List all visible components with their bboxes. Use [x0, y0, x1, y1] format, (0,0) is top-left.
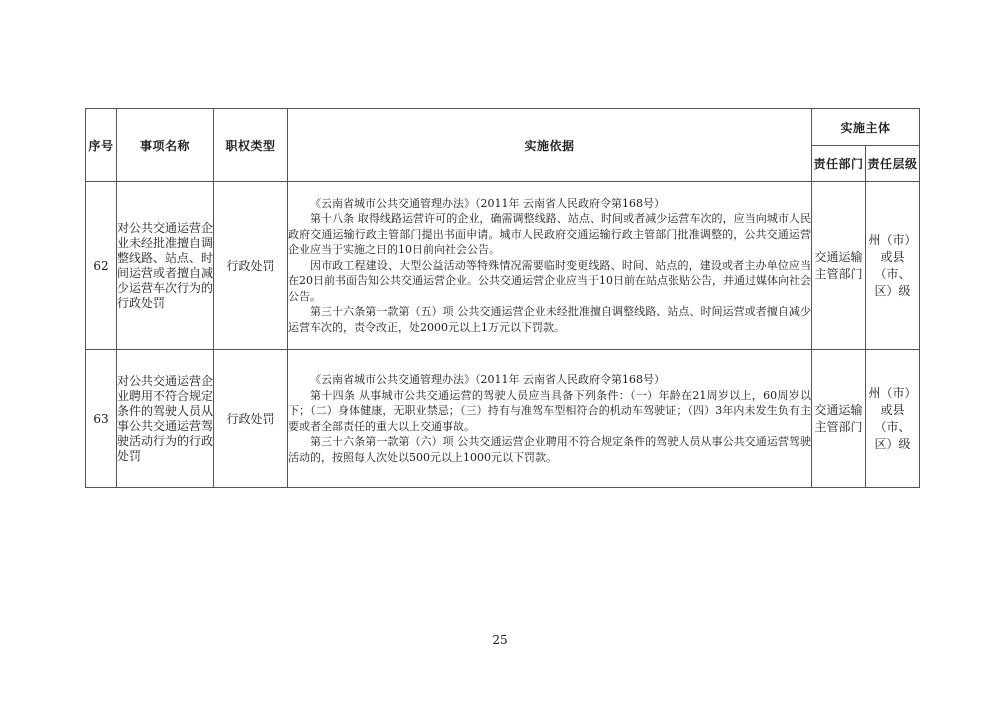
row-basis — [288, 350, 812, 488]
header-power-type: 职权类型 — [214, 109, 288, 182]
administrative-penalty-table — [85, 108, 920, 488]
row-basis — [288, 182, 812, 350]
row-level: 州（市）或县（市、区）级 — [866, 350, 920, 488]
header-seq: 序号 — [86, 109, 117, 182]
header-basis: 实施依据 — [288, 109, 812, 182]
basis-paragraph: 第三十六条第一款第（六）项 公共交通运营企业聘用不符合规定条件的驾驶人员从事公共交通运营驾驶活动的，按照每人次处以500元以上1000元以下罚款。 — [288, 435, 811, 464]
basis-paragraph: 第三十六条第一款第（五）项 公共交通运营企业未经批准擅自调整线路、站点、时间运营或者擅自减少运营车次的，责令改正，处2000元以上1万元以下罚款。 — [288, 305, 811, 334]
header-item-name: 事项名称 — [117, 109, 214, 182]
row-dept: 交通运输主管部门 — [812, 350, 866, 488]
page-number: 25 — [492, 633, 508, 647]
basis-paragraph: 《云南省城市公共交通管理办法》（2011年 云南省人民政府令第168号） — [310, 196, 665, 210]
row-item-name: 对公共交通运营企业未经批准擅自调整线路、站点、时间运营或者擅自减少运营车次行为的行政处罚 — [117, 182, 214, 350]
row-seq: 63 — [86, 350, 117, 488]
basis-paragraph: 《云南省城市公共交通管理办法》（2011年 云南省人民政府令第168号） — [310, 373, 665, 386]
row-dept: 交通运输主管部门 — [812, 182, 866, 350]
header-row-top — [86, 109, 920, 146]
row-power-type: 行政处罚 — [214, 350, 288, 488]
row-level: 州（市）或县（市、区）级 — [866, 182, 920, 350]
header-subject: 实施主体 — [812, 109, 920, 146]
row-seq: 62 — [86, 182, 117, 350]
basis-paragraph: 第十四条 从事城市公共交通运营的驾驶人员应当具备下列条件：（一）年龄在21周岁以上，60周岁以下；（二）身体健康，无职业禁忌；（三）持有与准驾车型相符合的机动车驾驶证；（四）3年内未发生负有主要或者全部责任的重大以上交通事故。 — [288, 388, 811, 433]
header-level: 责任层级 — [866, 146, 920, 182]
header-dept: 责任部门 — [812, 146, 866, 182]
table-row — [86, 350, 920, 488]
basis-paragraph: 因市政工程建设、大型公益活动等特殊情况需要临时变更线路、时间、站点的，建设或者主办单位应当在20日前书面告知公共交通运营企业。公共交通运营企业应当于10日前在站点张贴公告，并通过媒体向社会公告。 — [288, 258, 811, 303]
row-power-type: 行政处罚 — [214, 182, 288, 350]
basis-paragraph: 第十八条 取得线路运营许可的企业，确需调整线路、站点、时间或者减少运营车次的，应当向城市人民政府交通运输行政主管部门提出书面申请。城市人民政府交通运输行政主管部门批准调整的，公共交通运营企业应当于实施之日的10日前向社会公告。 — [288, 212, 811, 257]
row-item-name: 对公共交通运营企业聘用不符合规定条件的驾驶人员从事公共交通运营驾驶活动行为的行政处罚 — [117, 350, 214, 488]
table-row — [86, 182, 920, 350]
